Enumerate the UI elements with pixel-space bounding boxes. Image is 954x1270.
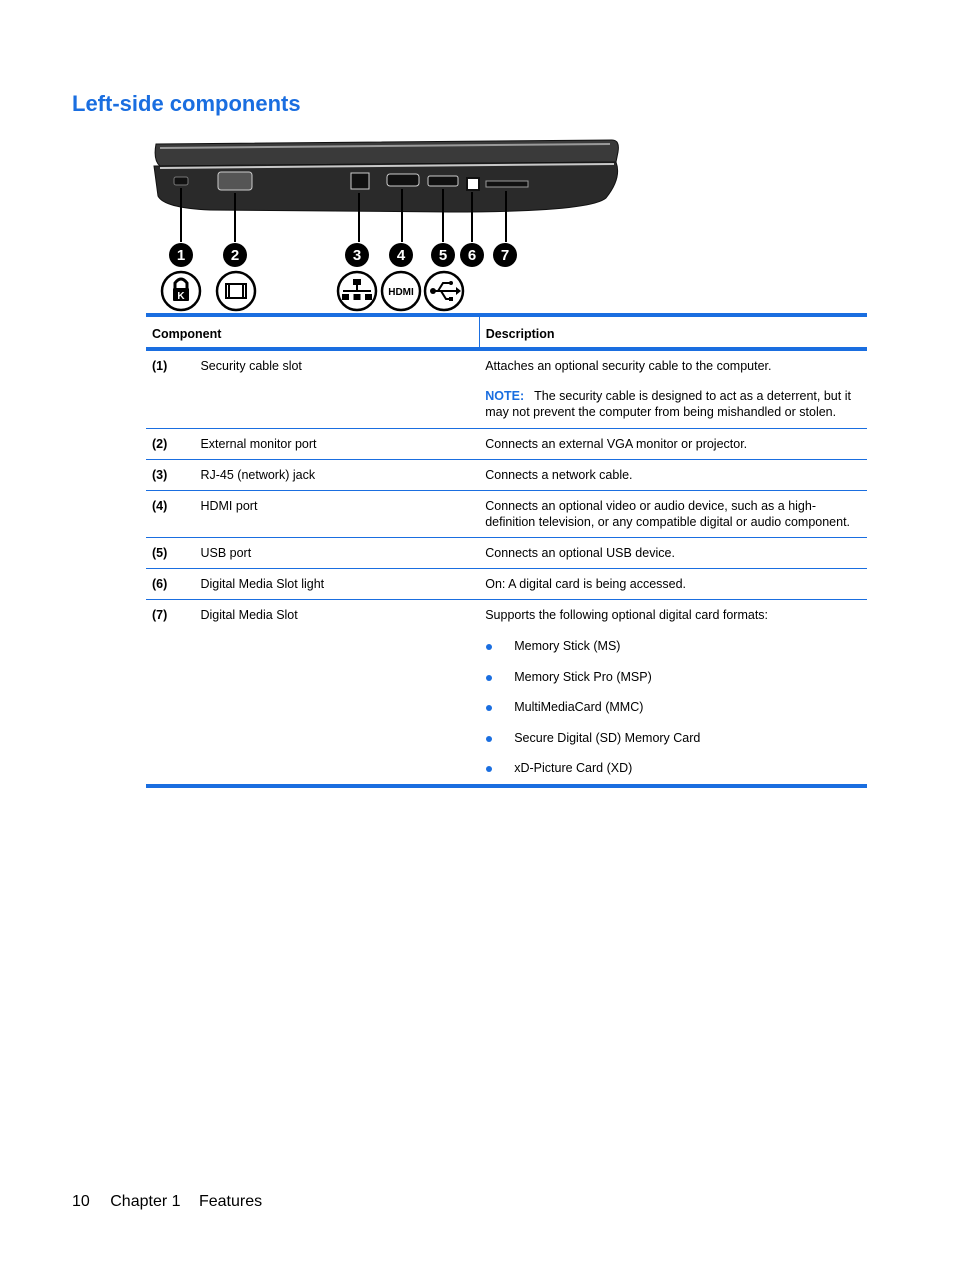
list-item: Secure Digital (SD) Memory Card: [485, 730, 861, 747]
row-number: (6): [152, 577, 168, 591]
bullet-icon: [486, 705, 492, 711]
callout-5-label: 5: [438, 247, 448, 264]
card-format-list: [485, 638, 861, 777]
row-component: Digital Media Slot: [200, 608, 298, 622]
rj45-jack: [351, 173, 369, 189]
bullet-icon: [486, 766, 492, 772]
components-table: [146, 313, 867, 788]
table-row: [146, 538, 867, 569]
callout-7-label: 7: [500, 247, 510, 264]
row-number: (4): [152, 499, 168, 513]
network-icon: [338, 272, 376, 310]
table-row: [146, 349, 867, 429]
svg-text:K: K: [177, 291, 185, 302]
lock-icon: [162, 272, 200, 310]
row-description-cell: [479, 600, 867, 786]
usb-port: [428, 176, 458, 186]
row-number: (1): [152, 359, 168, 373]
row-number: (5): [152, 546, 168, 560]
row-component: Digital Media Slot light: [200, 577, 325, 591]
svg-text:HDMI: HDMI: [388, 287, 414, 298]
media-slot: [486, 181, 528, 187]
table-row: [146, 569, 867, 600]
bullet-icon: [486, 644, 492, 650]
bullet-icon: [486, 736, 492, 742]
row-description-cell: [479, 349, 867, 429]
table-header-row: [146, 315, 867, 349]
list-item: xD-Picture Card (XD): [485, 760, 861, 777]
header-description: Description: [479, 315, 867, 349]
row-description: Connects a network cable.: [485, 468, 633, 482]
callout-4-label: 4: [396, 247, 406, 264]
table-row: [146, 491, 867, 538]
table-row: [146, 429, 867, 460]
row-component: USB port: [200, 546, 252, 560]
callout-2-label: 2: [230, 247, 240, 264]
list-item: Memory Stick Pro (MSP): [485, 669, 861, 686]
row-component: External monitor port: [200, 437, 317, 451]
left-side-figure: [150, 138, 620, 316]
row-description: On: A digital card is being accessed.: [485, 577, 687, 591]
row-number: (2): [152, 437, 168, 451]
callout-6-label: 6: [467, 247, 477, 264]
row-description: Supports the following optional digital card formats:: [485, 608, 769, 622]
row-number: (3): [152, 468, 168, 482]
header-component: Component: [152, 327, 222, 341]
hdmi-port: [387, 174, 419, 186]
list-item: MultiMediaCard (MMC): [485, 699, 861, 716]
page-number: 10: [72, 1193, 90, 1210]
laptop-side-illustration: [150, 138, 620, 316]
row-component: Security cable slot: [200, 359, 302, 373]
table-row: [146, 600, 867, 786]
usb-icon: [425, 272, 463, 310]
table-row: [146, 460, 867, 491]
row-component: RJ-45 (network) jack: [200, 468, 316, 482]
hdmi-icon: [382, 272, 420, 310]
row-description: Connects an external VGA monitor or projector.: [485, 437, 748, 451]
row-component: HDMI port: [200, 499, 258, 513]
note-label: NOTE:: [485, 389, 525, 403]
callout-1-label: 1: [176, 247, 186, 264]
vga-port: [218, 172, 252, 190]
row-description: Connects an optional video or audio device, such as a high-definition television, or any compatible digital or audio component.: [485, 499, 851, 529]
monitor-icon: [217, 272, 255, 310]
page-title: Left-side components: [72, 91, 301, 116]
row-description: Attaches an optional security cable to the computer.: [485, 359, 772, 373]
row-description: Connects an optional USB device.: [485, 546, 675, 560]
section-label: Features: [198, 1193, 263, 1210]
page-footer: [72, 1193, 278, 1211]
media-light: [467, 178, 479, 190]
chapter-label: Chapter 1: [110, 1193, 181, 1210]
note: [485, 388, 861, 420]
callout-3-label: 3: [352, 247, 362, 264]
list-item: Memory Stick (MS): [485, 638, 861, 655]
note-text: The security cable is designed to act as a deterrent, but it may not prevent the computer from being mishandled or stolen.: [485, 389, 851, 419]
security-slot: [174, 177, 188, 185]
row-number: (7): [152, 608, 168, 622]
bullet-icon: [486, 675, 492, 681]
